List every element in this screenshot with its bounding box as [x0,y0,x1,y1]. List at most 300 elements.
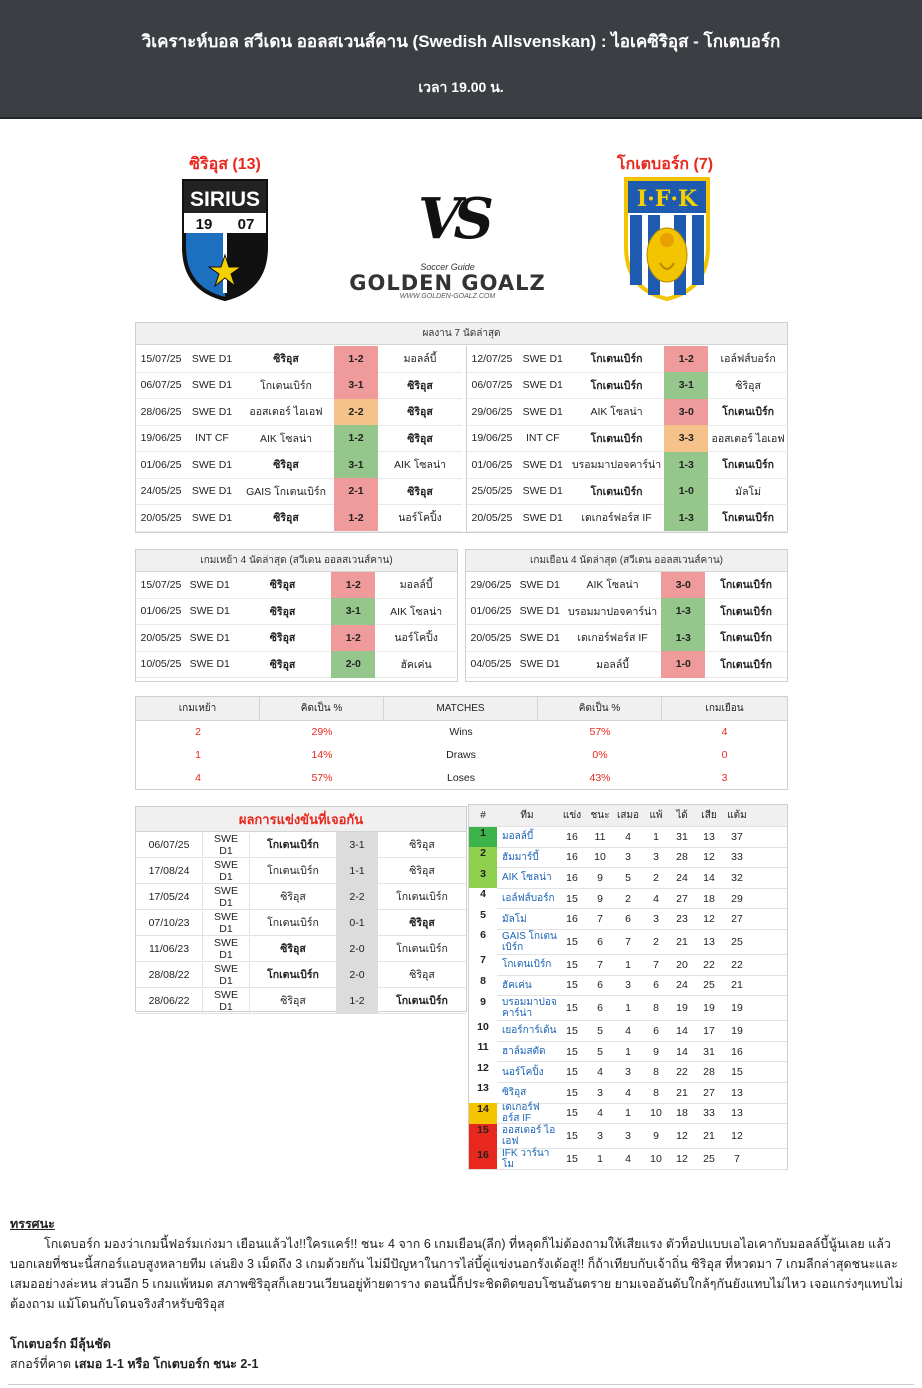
away-last4-panel [465,549,788,682]
match-row [466,625,787,652]
sirius-logo [180,177,270,302]
match-score: 1-2 [334,346,378,373]
league-table-team: เดเกอร์ฟอร์ส IF [502,1102,540,1125]
match-competition: SWE D1 [189,578,230,591]
match-competition: SWE D1 [519,631,560,644]
league-table-a: 25 [703,1152,715,1165]
league-table-f: 27 [676,892,688,905]
league-table-pts: 21 [731,979,743,992]
match-home-team: เดเกอร์ฟอร์ส IF [581,512,652,525]
match-score: 1-3 [664,452,708,479]
league-table-p: 15 [566,1066,578,1079]
recent-form-panel [135,322,788,533]
stats-label: Wins [449,726,473,738]
league-table-a: 12 [703,851,715,864]
h2h-row [136,884,466,910]
league-table-p: 15 [566,1130,578,1143]
match-date: 24/05/25 [140,485,182,498]
match-date: 25/05/25 [471,485,513,498]
league-table-row [469,930,787,955]
match-row [466,572,787,599]
match-home-team: ซิริอุส [269,632,296,645]
league-table-l: 1 [653,830,659,843]
league-table-d: 5 [625,871,631,884]
league-table-l: 2 [653,871,659,884]
league-table-a: 22 [703,958,715,971]
match-date: 01/06/25 [471,458,513,471]
h2h-row [136,858,466,884]
stats-header-row [136,697,787,721]
league-table-pts: 22 [731,958,743,971]
league-table-f: 31 [676,830,688,843]
match-home-team: ซิริอุส [273,512,299,525]
league-table-d: 3 [625,979,631,992]
h2h-date: 07/10/23 [148,916,190,929]
league-table-p: 16 [566,851,578,864]
league-table-header-cell: ได้ [676,810,688,821]
league-table-a: 33 [703,1107,715,1120]
league-table-header-cell: เสีย [701,810,717,821]
league-table-p: 15 [566,1152,578,1165]
match-competition: SWE D1 [191,458,233,471]
league-table-w: 7 [597,913,603,926]
league-table-pts: 19 [731,1024,743,1037]
match-competition: SWE D1 [189,605,230,618]
league-table-l: 3 [653,851,659,864]
league-table-l: 3 [653,913,659,926]
match-competition: INT CF [195,432,229,445]
league-table-f: 20 [676,958,688,971]
match-row [467,373,788,400]
league-table-row [469,909,787,930]
league-table-header-cell: ทีม [520,810,534,821]
stats-home-pct: 57% [311,772,333,784]
league-table-header-cell: แข่ง [562,810,582,821]
match-competition: SWE D1 [191,511,233,524]
match-date: 15/07/25 [140,352,182,365]
match-home-team: GAIS โกเตนเบิร์ก [246,485,326,498]
match-row [467,426,788,453]
league-table-pts: 33 [731,851,743,864]
match-away-team: มอลล์บี้ [399,579,433,592]
stats-away-pct: 0% [592,749,608,761]
league-table-row [469,996,787,1021]
kickoff-time: เวลา 19.00 น. [418,79,504,95]
match-score: 2-1 [334,478,378,505]
match-date: 20/05/25 [470,631,512,644]
analysis-score-pick: เสมอ 1-1 หรือ โกเตบอร์ก ชนะ 2-1 [74,1357,259,1371]
league-table-l: 8 [653,1086,659,1099]
match-score: 3-1 [331,598,375,625]
h2h-away-team: ซิริอุส [409,917,435,929]
league-table-l: 9 [653,1130,659,1143]
match-date: 29/06/25 [471,405,513,418]
match-row [136,399,462,426]
league-table-l: 6 [653,979,659,992]
match-away-team: มัลโม่ [735,485,762,498]
h2h-competition: SWE D1 [202,989,250,1013]
league-table-a: 13 [703,830,715,843]
league-table-f: 18 [676,1107,688,1120]
league-table-l: 8 [653,1066,659,1079]
match-score: 1-2 [331,625,375,652]
league-table-w: 6 [597,979,603,992]
league-table-position: 15 [469,1124,497,1149]
stats-home-pct: 29% [311,726,333,738]
h2h-away-team: ซิริอุส [409,839,435,851]
match-competition: SWE D1 [191,485,233,498]
stats-panel [135,696,788,790]
stats-row [136,767,787,790]
league-table-w: 7 [597,958,603,971]
h2h-score: 2-0 [336,936,378,962]
away-recent-list [466,346,788,532]
match-row [467,479,788,506]
analysis-score-line [10,1354,910,1374]
sirius-logo-year-b: 07 [237,216,255,233]
site-logo-name: GOLDEN GOALZ [349,271,546,295]
h2h-home-team: ซิริอุส [280,891,306,903]
league-table-position: 1 [469,827,497,848]
match-away-team: ออสเตอร์ ไอเอฟ [711,432,785,445]
league-table-w: 1 [597,1152,603,1165]
site-logo-tagline: Soccer Guide [420,262,475,272]
away-team-name: โกเตบอร์ก (7) [616,156,714,173]
league-table-team: ฮัคเค่น [502,979,532,991]
match-score: 3-3 [664,425,708,452]
league-table-f: 14 [676,1024,688,1037]
match-score: 3-1 [334,372,378,399]
match-home-team: เดเกอร์ฟอร์ส IF [577,632,648,645]
match-date: 15/07/25 [140,578,182,591]
league-table-d: 3 [625,851,631,864]
match-competition: SWE D1 [522,485,563,498]
league-table-f: 21 [676,935,688,948]
league-table-row [469,955,787,976]
match-competition: SWE D1 [522,379,563,392]
match-row [467,505,788,532]
league-table-p: 15 [566,1045,578,1058]
match-date: 04/05/25 [470,658,512,671]
h2h-row [136,936,466,962]
match-home-team: โกเตนเบิร์ก [590,379,643,392]
league-table-row [469,976,787,997]
league-table-f: 14 [676,1045,688,1058]
league-table-header-cell: แต้ม [727,810,747,821]
match-away-team: AIK โซลน่า [390,605,443,618]
h2h-competition: SWE D1 [202,963,250,987]
league-table-team: มัลโม่ [502,913,527,925]
league-table-d: 4 [625,1086,631,1099]
analysis-score-prefix: สกอร์ที่คาด [10,1357,72,1371]
match-row [136,505,462,532]
league-table-l: 2 [653,935,659,948]
match-date: 19/06/25 [471,432,513,445]
match-score: 1-0 [664,478,708,505]
league-table-w: 5 [597,1024,603,1037]
h2h-home-team: โกเตนเบิร์ก [267,865,319,877]
league-table-pts: 37 [731,830,743,843]
league-table [468,804,788,1170]
h2h-away-team: โกเตนเบิร์ก [396,943,448,955]
league-table-row [469,827,787,848]
match-home-team: ซิริอุส [269,658,296,671]
league-table-f: 12 [676,1152,688,1165]
match-row [136,346,462,373]
match-date: 06/07/25 [471,379,513,392]
h2h-score: 3-1 [336,832,378,858]
league-table-l: 8 [653,1002,659,1015]
match-score: 2-2 [334,399,378,426]
ifk-logo-text: I·F·K [636,186,698,212]
league-table-l: 10 [650,1107,662,1120]
h2h-away-team: ซิริอุส [409,969,435,981]
league-table-l: 4 [653,892,659,905]
league-table-d: 4 [625,830,631,843]
match-home-team: AIK โซลน่า [259,432,313,445]
league-table-f: 22 [676,1066,688,1079]
stats-header-home: เกมเหย้า [136,697,260,720]
match-away-team: โกเตนเบิร์ก [722,406,775,419]
match-home-team: โกเตนเบิร์ก [590,485,643,498]
match-away-team: โกเตนเบิร์ก [722,512,775,525]
match-away-team: โกเตนเบิร์ก [720,579,773,592]
h2h-row [136,962,466,988]
match-home-team: โกเตนเบิร์ก [590,432,643,445]
footer-divider [8,1384,914,1385]
h2h-home-team: ซิริอุส [280,995,306,1007]
home-team-name: ซิริอุส (13) [189,156,261,173]
match-competition: SWE D1 [191,352,233,365]
league-table-p: 15 [566,935,578,948]
league-table-pts: 19 [731,1002,743,1015]
league-table-p: 15 [566,1024,578,1037]
h2h-away-team: โกเตนเบิร์ก [396,891,448,903]
h2h-date: 28/06/22 [148,994,190,1007]
league-table-position: 12 [469,1062,497,1083]
league-table-row [469,889,787,910]
league-table-pts: 16 [731,1045,743,1058]
stats-away-pct: 57% [589,726,611,738]
stats-away-value: 0 [721,749,728,761]
league-table-d: 1 [625,1002,631,1015]
h2h-date: 28/08/22 [148,968,190,981]
stats-home-value: 4 [195,772,201,784]
league-table-w: 6 [597,935,603,948]
match-date: 28/06/25 [140,405,182,418]
league-table-row [469,1042,787,1063]
league-table-header-cell: แพ้ [649,810,663,821]
h2h-date: 06/07/25 [148,838,190,851]
match-competition: SWE D1 [519,578,560,591]
match-home-team: บรอมมาปอจคาร์น่า [567,605,658,618]
league-table-p: 15 [566,1002,578,1015]
league-table-pts: 15 [731,1066,743,1079]
league-table-p: 16 [566,913,578,926]
h2h-date: 17/05/24 [148,890,190,903]
league-table-header-cell: เสมอ [616,810,640,821]
head-to-head-title: ผลการแข่งขันที่เจอกัน [136,807,466,832]
h2h-score: 1-1 [336,858,378,884]
match-date: 20/05/25 [140,511,182,524]
league-table-a: 14 [703,871,715,884]
match-score: 1-0 [661,651,705,678]
h2h-away-team: ซิริอุส [409,865,435,877]
h2h-away-team: โกเตนเบิร์ก [396,995,448,1007]
league-table-a: 27 [703,1086,715,1099]
match-competition: SWE D1 [191,379,233,392]
league-table-pts: 27 [731,913,743,926]
league-table-l: 6 [653,1024,659,1037]
h2h-score: 2-0 [336,962,378,988]
league-table-f: 28 [676,851,688,864]
league-table-p: 15 [566,979,578,992]
league-table-a: 28 [703,1066,715,1079]
match-competition: SWE D1 [522,352,563,365]
match-score: 1-3 [664,505,708,532]
match-date: 29/06/25 [470,578,512,591]
league-table-team: เยอร์การ์เด้น [502,1025,557,1037]
league-table-w: 3 [597,1086,603,1099]
league-table-p: 15 [566,892,578,905]
match-away-team: เอล์ฟส์บอร์ก [720,353,776,366]
league-table-position: 9 [469,996,497,1021]
match-row [467,452,788,479]
league-table-row [469,1062,787,1083]
league-table-a: 12 [703,913,715,926]
match-row [136,652,457,679]
league-table-f: 24 [676,871,688,884]
league-table-l: 9 [653,1045,659,1058]
league-table-w: 4 [597,1107,603,1120]
match-score: 2-0 [331,651,375,678]
league-table-position: 6 [469,929,497,954]
league-table-team: ออสเตอร์ ไอเอฟ [502,1125,556,1148]
match-score: 3-0 [661,572,705,599]
stats-label: Loses [446,772,476,784]
stats-header-matches: MATCHES [384,697,538,720]
match-date: 01/06/25 [470,605,512,618]
match-away-team: ซิริอุส [407,379,433,392]
home-last4-panel [135,549,458,682]
league-table-pts: 13 [731,1107,743,1120]
match-away-team: โกเตนเบิร์ก [720,605,773,618]
league-table-row [469,1104,787,1125]
match-date: 20/05/25 [140,631,182,644]
stats-label: Draws [446,749,476,761]
match-competition: SWE D1 [522,511,563,524]
match-away-team: โกเตนเบิร์ก [722,459,775,472]
match-competition: SWE D1 [189,658,230,671]
page-title: วิเคราะห์บอล สวีเดน ออลสเวนส์คาน (Swedish Allsvenskan) : ไอเคซิริอุส - โกเตบอร์ก [141,32,781,51]
site-logo [330,262,565,308]
h2h-score: 2-2 [336,884,378,910]
league-table-a: 13 [703,935,715,948]
league-table-team: GAIS โกเตนเบิร์ก [502,930,557,953]
league-table-p: 15 [566,1107,578,1120]
league-table-f: 24 [676,979,688,992]
home-recent-list [136,346,462,532]
league-table-w: 11 [594,830,606,843]
league-table-team: เอล์ฟส์บอร์ก [502,893,555,905]
match-row [466,599,787,626]
match-date: 01/06/25 [140,458,182,471]
match-competition: SWE D1 [191,405,233,418]
match-home-team: มอลล์บี้ [596,658,629,671]
league-table-f: 12 [676,1130,688,1143]
league-table-row [469,1124,787,1149]
league-table-w: 3 [597,1130,603,1143]
stats-row [136,744,787,767]
h2h-competition: SWE D1 [202,833,250,857]
league-table-team: IFK วาร์นาโม [502,1147,550,1170]
match-row [467,346,788,373]
league-table-d: 1 [625,1045,631,1058]
match-away-team: ซิริอุส [407,432,433,445]
league-table-d: 4 [625,1152,631,1165]
analysis-pick: โกเตบอร์ก มีลุ้นชัด [10,1337,111,1351]
match-date: 06/07/25 [140,379,182,392]
h2h-home-team: โกเตนเบิร์ก [267,969,319,981]
stats-away-value: 4 [721,726,728,738]
h2h-competition: SWE D1 [202,911,250,935]
stats-header-away: เกมเยือน [705,703,744,714]
match-row [136,426,462,453]
match-away-team: นอร์โคปิ้ง [398,512,442,525]
match-away-team: ซิริอุส [735,379,761,392]
league-table-d: 2 [625,892,631,905]
stats-row [136,721,787,744]
match-competition: SWE D1 [189,631,230,644]
stats-away-pct: 43% [589,772,611,784]
league-table-header [469,805,787,827]
match-row [136,452,462,479]
match-score: 1-3 [661,625,705,652]
match-date: 10/05/25 [140,658,182,671]
match-home-team: โกเตนเบิร์ก [260,379,312,392]
league-table-pts: 29 [731,892,743,905]
match-date: 20/05/25 [471,511,513,524]
league-table-team: บรอมมาปอจคาร์น่า [502,997,557,1020]
league-table-position: 4 [469,888,497,909]
match-away-team: ฮัคเค่น [400,658,432,671]
match-row [136,599,457,626]
match-home-team: AIK โซลน่า [586,579,639,592]
site-logo-url: WWW.GOLDEN-GOALZ.COM [399,293,496,300]
match-competition: SWE D1 [522,405,563,418]
stats-home-value: 1 [195,749,201,761]
league-table-team: ฮัมมาร์บี้ [502,851,539,863]
away-last4-title: เกมเยือน 4 นัดล่าสุด (สวีเดน ออลสเวนส์คาน) [466,550,787,572]
league-table-f: 23 [676,913,688,926]
league-table-header-cell: # [480,810,486,821]
match-away-team: มอลล์บี้ [403,353,437,366]
league-table-f: 21 [676,1086,688,1099]
match-competition: SWE D1 [519,605,560,618]
league-table-d: 4 [625,1024,631,1037]
league-table-position: 2 [469,847,497,868]
league-table-a: 25 [703,979,715,992]
match-row [136,373,462,400]
league-table-pts: 32 [731,871,743,884]
league-table-p: 16 [566,830,578,843]
h2h-row [136,988,466,1014]
match-date: 19/06/25 [140,432,182,445]
league-table-w: 9 [597,892,603,905]
league-table-d: 6 [625,913,631,926]
recent-form-title: ผลงาน 7 นัดล่าสุด [136,323,787,345]
stats-away-value: 3 [721,772,728,784]
